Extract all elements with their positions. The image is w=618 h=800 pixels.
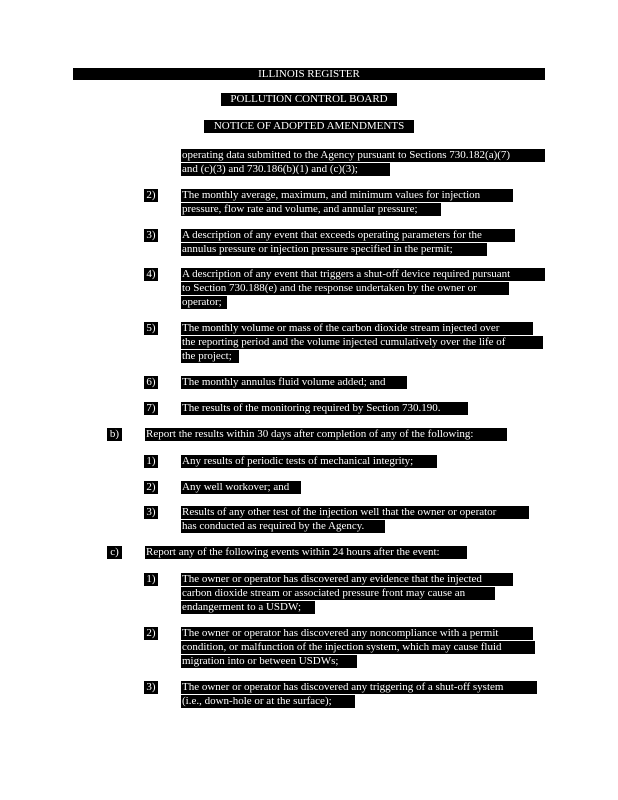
section-b-number: b) — [107, 428, 122, 441]
item-c1-line-3: endangerment to a USDW; — [181, 601, 315, 614]
item-a6-number: 6) — [144, 376, 158, 389]
board-name: POLLUTION CONTROL BOARD — [221, 93, 397, 106]
item-a4-line-3: operator; — [181, 296, 227, 309]
section-b-text: Report the results within 30 days after completion of any of the following: — [145, 428, 507, 441]
section-c-number: c) — [107, 546, 122, 559]
item-a2-number: 2) — [144, 189, 158, 202]
item-c2-number: 2) — [144, 627, 158, 640]
item-c1-number: 1) — [144, 573, 158, 586]
section-c-text: Report any of the following events within 24 hours after the event: — [145, 546, 467, 559]
item-a3-line-2: annulus pressure or injection pressure specified in the permit; — [181, 243, 487, 256]
item-a5-line-1: The monthly volume or mass of the carbon dioxide stream injected over — [181, 322, 533, 335]
item-b1-number: 1) — [144, 455, 158, 468]
item-a3-line-1: A description of any event that exceeds operating parameters for the — [181, 229, 515, 242]
header-bar — [73, 68, 545, 80]
item-b3-line-1: Results of any other test of the injection well that the owner or operator — [181, 506, 529, 519]
item-c2-line-2: condition, or malfunction of the injection system, which may cause fluid — [181, 641, 535, 654]
item-a3-number: 3) — [144, 229, 158, 242]
item-a5-number: 5) — [144, 322, 158, 335]
item-b1-line-1: Any results of periodic tests of mechanical integrity; — [181, 455, 437, 468]
item-c2-line-3: migration into or between USDWs; — [181, 655, 357, 668]
item-b3-number: 3) — [144, 506, 158, 519]
item-a5-line-2: the reporting period and the volume injected cumulatively over the life of — [181, 336, 543, 349]
continuation-line-1: operating data submitted to the Agency pursuant to Sections 730.182(a)(7) — [181, 149, 545, 162]
continuation-line-2: and (c)(3) and 730.186(b)(1) and (c)(3); — [181, 163, 390, 176]
item-a7-number: 7) — [144, 402, 158, 415]
item-a4-number: 4) — [144, 268, 158, 281]
item-c1-line-2: carbon dioxide stream or associated pressure front may cause an — [181, 587, 495, 600]
item-c2-line-1: The owner or operator has discovered any noncompliance with a permit — [181, 627, 533, 640]
item-c3-number: 3) — [144, 681, 158, 694]
item-a5-line-3: the project; — [181, 350, 239, 363]
item-a2-line-2: pressure, flow rate and volume, and annular pressure; — [181, 203, 441, 216]
item-c3-line-1: The owner or operator has discovered any triggering of a shut-off system — [181, 681, 537, 694]
item-c3-line-2: (i.e., down-hole or at the surface); — [181, 695, 355, 708]
item-a4-line-2: to Section 730.188(e) and the response undertaken by the owner or — [181, 282, 509, 295]
item-a2-line-1: The monthly average, maximum, and minimum values for injection — [181, 189, 513, 202]
item-a6-line-1: The monthly annulus fluid volume added; and — [181, 376, 407, 389]
item-c1-line-1: The owner or operator has discovered any evidence that the injected — [181, 573, 513, 586]
notice-title: NOTICE OF ADOPTED AMENDMENTS — [204, 120, 414, 133]
register-title: ILLINOIS REGISTER — [258, 68, 360, 80]
item-a4-line-1: A description of any event that triggers a shut-off device required pursuant — [181, 268, 545, 281]
item-b2-number: 2) — [144, 481, 158, 494]
item-b2-line-1: Any well workover; and — [181, 481, 301, 494]
item-b3-line-2: has conducted as required by the Agency. — [181, 520, 385, 533]
item-a7-line-1: The results of the monitoring required by Section 730.190. — [181, 402, 468, 415]
